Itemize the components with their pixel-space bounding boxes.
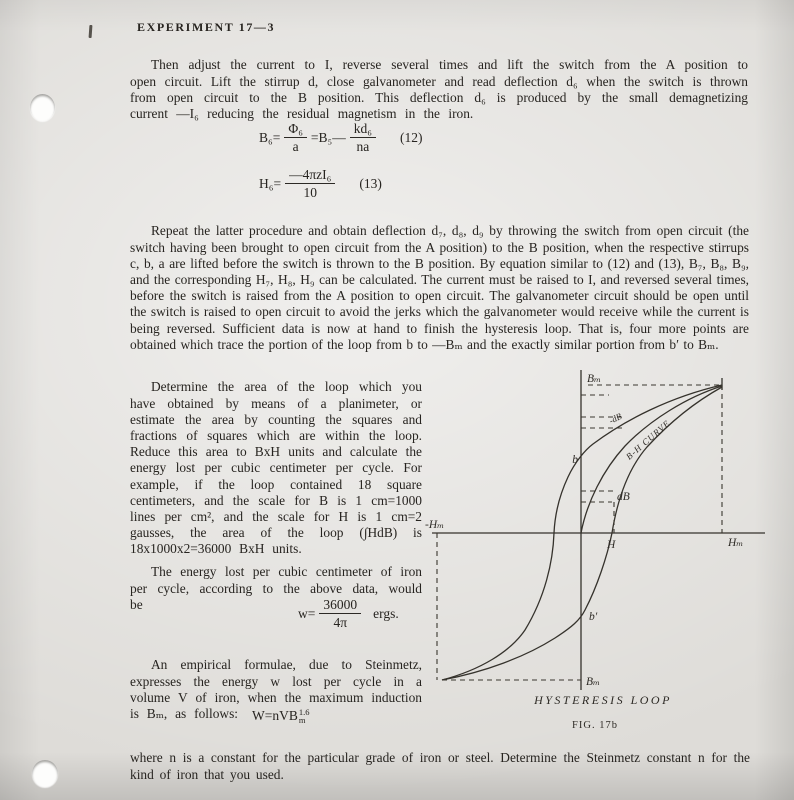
column-paragraph-area: Determine the area of the loop which you have obtained by means of a planimeter, or estimate the area by counting the squares and fractions of squares which are within the loop. Reduce this area to BxH units and calculate the energy lost per cubic centimeter per cycle. For example, if the loop contained 18 square centimeters, and the scale for B is 1 cm=1000 lines per cm², and the scale for H is 1 cm=2 gausses, the area of the loop (∫HdB) is 18x1000x2=36000 BxH units. — [130, 379, 422, 557]
label-bh-curve: B-H CURVE — [623, 417, 673, 462]
eq13-denominator: 10 — [303, 185, 317, 201]
label-hm: Hₘ — [728, 537, 744, 549]
eq12-number: (12) — [399, 129, 423, 145]
page-header: EXPERIMENT 17—3 — [137, 20, 276, 34]
eqw-fraction — [319, 597, 361, 630]
eq12-lhs: B₆= — [259, 129, 281, 145]
eq12-frac2-denominator: na — [356, 139, 370, 155]
paragraph-intro: Then adjust the current to I, reverse several times and lift the switch from the A position to open circuit. Lift the stirrup d, close galvanometer and read deflection d₆ when the switch is thrown from open circuit to the B position. This deflection d₆ is produced by the small demagnetizing current —I₆ reducing the residual magnetism in the iron. — [130, 57, 748, 121]
eq12-fraction-2 — [350, 121, 376, 154]
eqw-denominator: 4π — [333, 615, 348, 631]
figure-caption: HYSTERESIS LOOP — [534, 693, 672, 707]
eq12-frac1-numerator: Φ₆ — [284, 121, 307, 138]
label-b-prime: b′ — [589, 611, 598, 623]
eq13-fraction — [285, 167, 335, 200]
punch-hole-bottom — [32, 760, 58, 787]
equation-12 — [259, 121, 422, 154]
label-b: b — [572, 454, 578, 466]
equation-13 — [259, 167, 382, 200]
eq13-lhs: H₆= — [259, 175, 282, 191]
figure-number: FIG. 17b — [572, 720, 618, 731]
eq13-numerator: —4πzI₆ — [285, 167, 335, 184]
punch-hole-top — [30, 94, 55, 121]
label-db: dB — [617, 491, 630, 503]
paragraph-procedure: Repeat the latter procedure and obtain deflection d₇, d₈, d₉ by throwing the switch from open circuit (the switch having been brought to open circuit from the A position) to the B position, when the respective stirrups c, b, a are lifted before the switch is thrown to the B position. By equation similar to (12) and (13), B₇, B₈, B₉, and the corresponding H₇, H₈, H₉ can be calculated. The current must be raised to I, and reversed several times, before the switch is raised from the A position to open circuit. The galvanometer circuit should be open until the switch is raised to open circuit to avoid the jerks which the galvanometer would receive while the current is being reversed. Sufficient data is now at hand to finish the hysteresis loop. That is, four more points are obtained which trace the portion of the loop from b to —Bₘ and the exactly similar portion from b′ to Bₘ. — [130, 223, 749, 352]
label-neg-hm: -Hₘ — [425, 519, 445, 531]
hysteresis-loop-diagram — [425, 352, 770, 736]
equation-energy — [298, 597, 399, 630]
label-bm-top: Bₘ — [587, 373, 602, 385]
eq12-frac2-numerator: kd₆ — [350, 121, 376, 138]
label-bm-bottom: Bₘ — [586, 676, 601, 688]
eqW-superscript: 1.6 — [298, 707, 310, 717]
hysteresis-figure — [425, 352, 770, 736]
eqW-exponent-subscript — [299, 708, 310, 724]
scan-mark — [89, 25, 93, 38]
eqW-base: W=nVB — [252, 708, 298, 723]
label-h: H — [607, 539, 616, 551]
eqw-numerator: 36000 — [319, 597, 361, 614]
eqw-units: ergs. — [373, 605, 399, 621]
label-neg-db: -dB — [607, 410, 624, 426]
bh-curve — [581, 386, 722, 533]
column-paragraph-energy: The energy lost per cubic centimeter of iron per cycle, according to the above data, would be — [130, 564, 422, 612]
eq12-frac1-denominator: a — [292, 139, 299, 155]
eq12-middle: =B₅— — [310, 129, 346, 145]
paragraph-closing: where n is a constant for the particular grade of iron or steel. Determine the Steinmetz constant n for the kind of iron that you used. — [130, 750, 750, 782]
equation-steinmetz — [252, 708, 309, 724]
eqw-lhs: w= — [298, 605, 316, 621]
eqW-subscript: m — [298, 715, 306, 725]
eq13-number: (13) — [359, 175, 382, 191]
column-paragraph-steinmetz: An empirical formulae, due to Steinmetz, expresses the energy w lost per cycle in a volume V of iron, when the maximum induction is Bₘ, as follows: — [130, 657, 422, 721]
eq12-fraction-1 — [284, 121, 307, 154]
